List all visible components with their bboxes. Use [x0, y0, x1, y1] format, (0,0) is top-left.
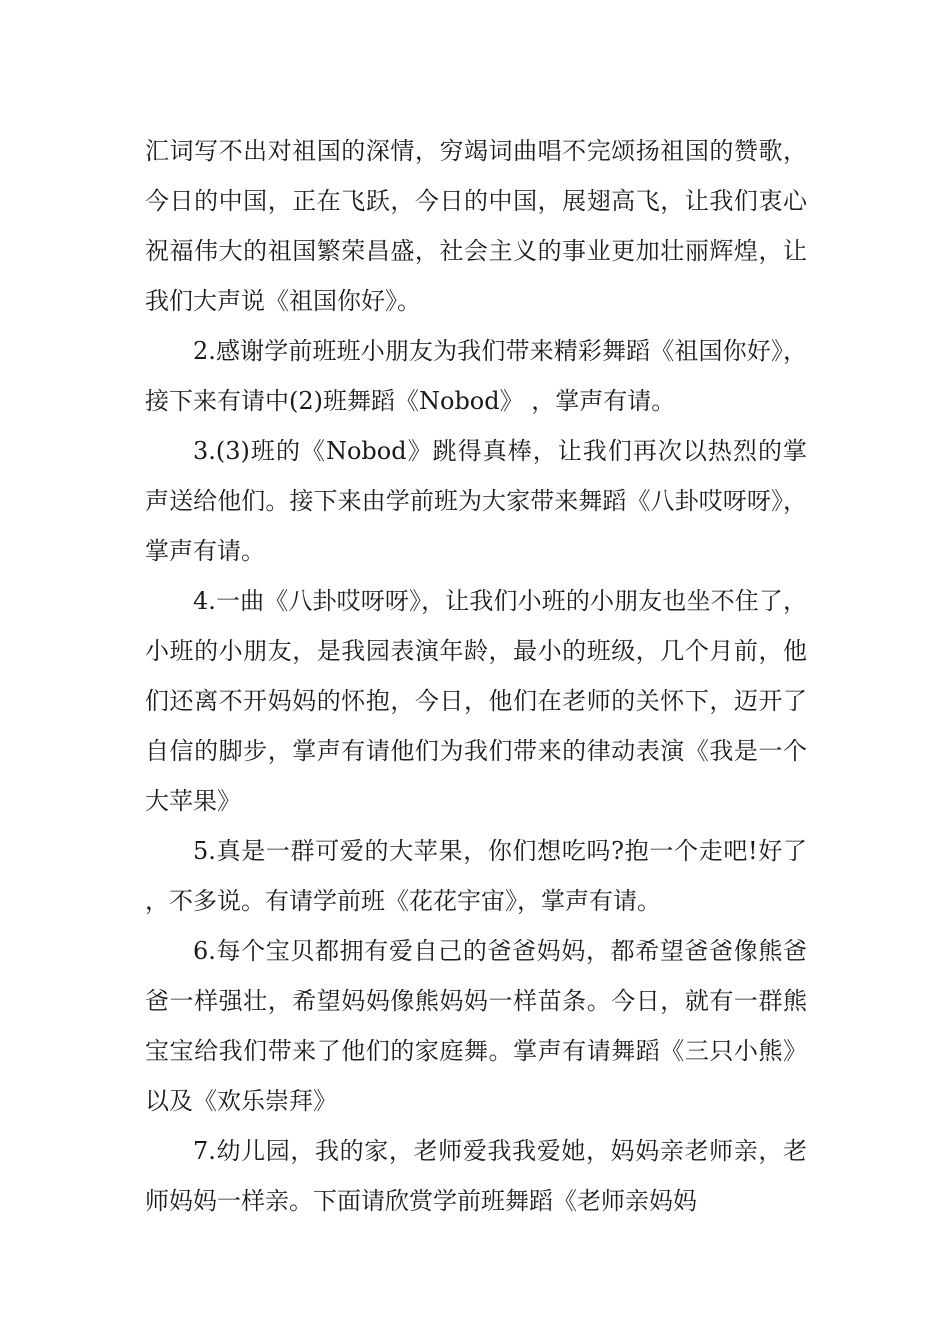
- paragraph-item-4: 4.一曲《八卦哎呀呀》，让我们小班的小朋友也坐不住了，小班的小朋友，是我园表演年龄，最小的班级，几个月前，他们还离不开妈妈的怀抱，今日，他们在老师的关怀下，迈开了自信的脚步，掌声有请他们为我们带来的律动表演《我是一个大苹果》: [145, 587, 807, 815]
- paragraph-item-2: 2.感谢学前班班小朋友为我们带来精彩舞蹈《祖国你好》，接下来有请中(2)班舞蹈《Nobod》 ，掌声有请。: [145, 337, 807, 415]
- document-body: [145, 126, 807, 1226]
- paragraph-item-7: 7.幼儿园，我的家，老师爱我我爱她，妈妈亲老师亲，老师妈妈一样亲。下面请欣赏学前班舞蹈《老师亲妈妈: [145, 1137, 807, 1215]
- paragraph-item-3: 3.(3)班的《Nobod》跳得真棒，让我们再次以热烈的掌声送给他们。接下来由学前班为大家带来舞蹈《八卦哎呀呀》，掌声有请。: [145, 437, 807, 565]
- paragraph-continuation: 汇词写不出对祖国的深情，穷竭词曲唱不完颂扬祖国的赞歌，今日的中国，正在飞跃，今日的中国，展翅高飞，让我们衷心祝福伟大的祖国繁荣昌盛，社会主义的事业更加壮丽辉煌，让我们大声说《祖国你好》。: [145, 137, 807, 315]
- paragraph-item-6: 6.每个宝贝都拥有爱自己的爸爸妈妈，都希望爸爸像熊爸爸一样强壮，希望妈妈像熊妈妈一样苗条。今日，就有一群熊宝宝给我们带来了他们的家庭舞。掌声有请舞蹈《三只小熊》以及《欢乐崇拜》: [145, 937, 807, 1115]
- paragraph-item-5: 5.真是一群可爱的大苹果，你们想吃吗?抱一个走吧!好了，不多说。有请学前班《花花宇宙》，掌声有请。: [145, 837, 807, 915]
